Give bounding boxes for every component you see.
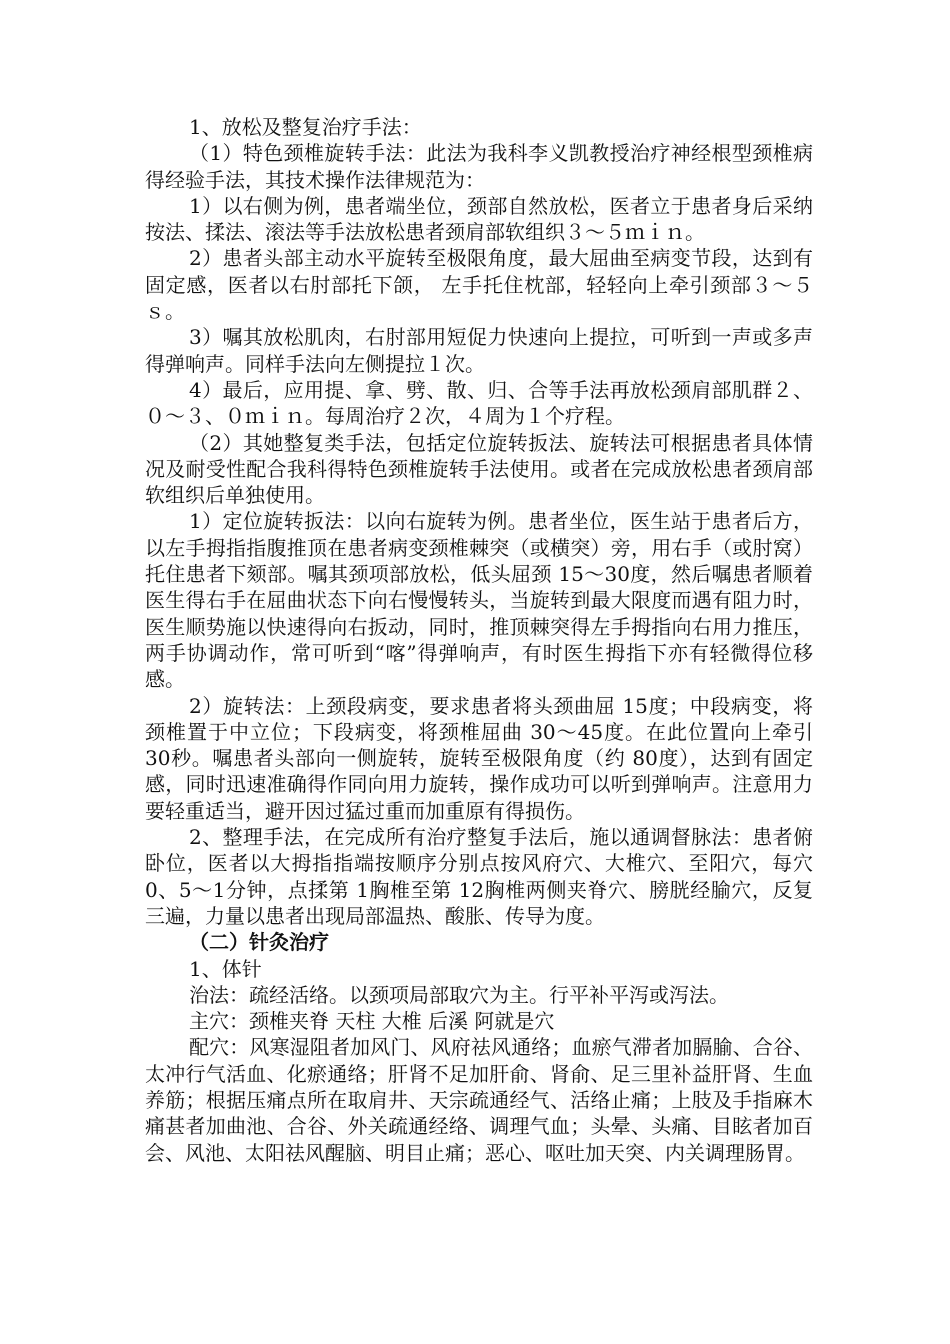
paragraph-method-1-intro: （1）特色颈椎旋转手法：此法为我科李义凯教授治疗神经根型颈椎病得经验手法，其技术操作法律规范为： [145,141,813,192]
paragraph-section-2: 2、整理手法，在完成所有治疗整复手法后，施以通调督脉法：患者俯卧位，医者以大拇指指端按顺序分别点按风府穴、大椎穴、至阳穴，每穴 0、5～1分钟，点揉第 1胸椎至第 12胸椎两侧夹脊穴、膀胱经腧穴，反复三遍，力量以患者出现局部温热、酸胀、传导为度。 [145,825,813,928]
paragraph-method-1-step-2: 2）患者头部主动水平旋转至极限角度，最大屈曲至病变节段，达到有固定感，医者以右肘部托下颌， 左手托住枕部，轻轻向上牵引颈部３～５ｓ。 [145,246,813,324]
paragraph-method-2-intro: （2）其她整复类手法，包括定位旋转扳法、旋转法可根据患者具体情况及耐受性配合我科得特色颈椎旋转手法使用。或者在完成放松患者颈肩部软组织后单独使用。 [145,430,813,508]
paragraph-method-1-step-1: 1）以右侧为例，患者端坐位，颈部自然放松，医者立于患者身后采纳按法、揉法、滚法等手法放松患者颈肩部软组织３～５ｍｉｎ。 [145,193,813,245]
paragraph-method-1-step-4: 4）最后，应用提、拿、劈、散、归、合等手法再放松颈肩部肌群２、０～３、０ｍｉｎ。每周治疗２次，４周为１个疗程。 [145,377,813,429]
paragraph-method-2-step-1: 1）定位旋转扳法：以向右旋转为例。患者坐位，医生站于患者后方，以左手拇指指腹推顶在患者病变颈椎棘突（或横突）旁，用右手（或肘窝）托住患者下颏部。嘱其颈项部放松，低头屈颈 15～30度，然后嘱患者顺着医生得右手在屈曲状态下向右慢慢转头，当旋转到最大限度而遇有阻力时，医生顺势施以快速得向右扳动，同时，推顶棘突得左手拇指向右用力推压，两手协调动作，常可听到“喀”得弹响声，有时医生拇指下亦有轻微得位移感。 [145,509,813,692]
paragraph-section-1-title: 1、放松及整复治疗手法： [189,115,422,139]
document-body [145,114,813,1166]
paragraph-supporting-points: 配穴：风寒湿阻者加风门、风府祛风通络；血瘀气滞者加膈腧、合谷、太冲行气活血、化瘀通络；肝肾不足加肝俞、肾俞、足三里补益肝肾、生血养筋；根据压痛点所在取肩井、天宗疏通经气、活络止痛；上肢及手指麻木痛甚者加曲池、合谷、外关疏通经络、调理气血；头晕、头痛、目眩者加百会、风池、太阳祛风醒脑、明目止痛；恶心、呕吐加天突、内关调理肠胃。 [145,1035,813,1165]
paragraph-method-2-step-2: 2）旋转法：上颈段病变，要求患者将头颈曲屈 15度；中段病变，将颈椎置于中立位；下段病变，将颈椎屈曲 30～45度。在此位置向上牵引 30秒。嘱患者头部向一侧旋转，旋转至极限角度（约 80度），达到有固定感，同时迅速准确得作同向用力旋转，操作成功可以听到弹响声。注意用力要轻重适当，避开因过猛过重而加重原有得损伤。 [145,693,813,823]
paragraph-body-acupuncture-title: 1、体针 [189,956,262,981]
paragraph-treatment-principle: 治法：疏经活络。以颈项局部取穴为主。行平补平泻或泻法。 [189,982,729,1007]
paragraph-main-points: 主穴：颈椎夹脊 天柱 大椎 后溪 阿就是穴 [189,1009,555,1034]
paragraph-method-1-step-3: 3）嘱其放松肌肉，右肘部用短促力快速向上提拉，可听到一声或多声得弹响声。同样手法向左侧提拉１次。 [145,325,813,376]
section-heading-acupuncture: （二）针灸治疗 [189,930,329,955]
